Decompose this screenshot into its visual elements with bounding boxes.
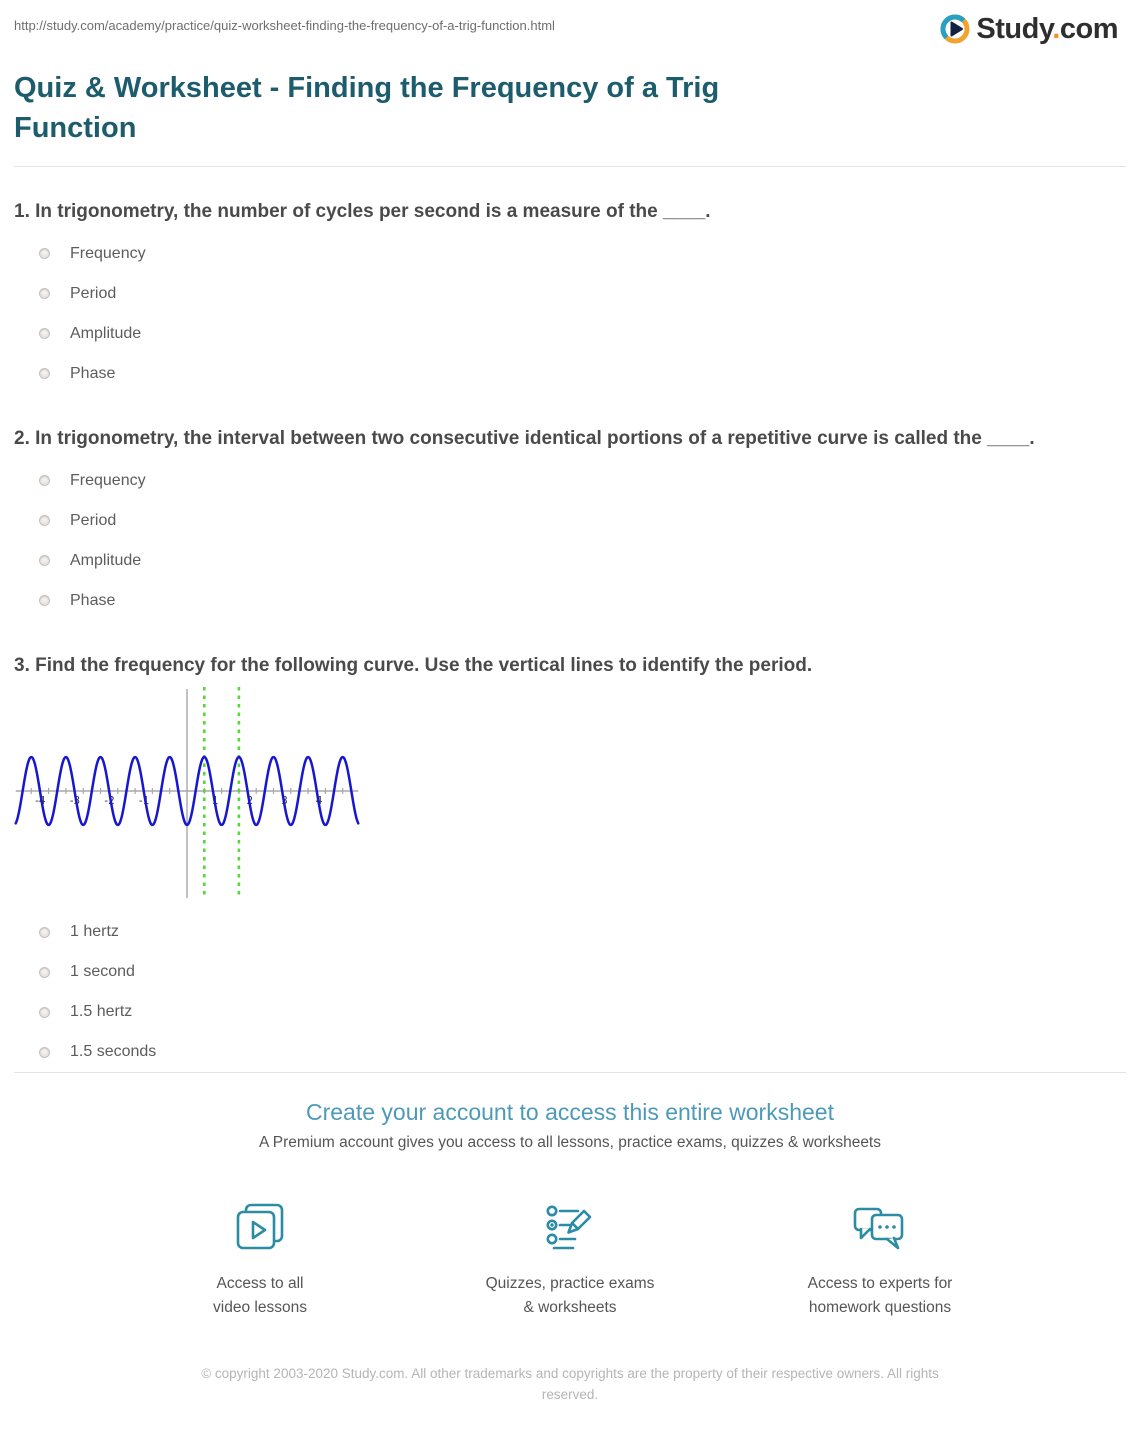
svg-text:3: 3 [281, 795, 288, 808]
option-label[interactable]: Phase [70, 364, 116, 382]
copyright-text: © copyright 2003-2020 Study.com. All other trademarks and copyrights are the property of their respective owners. All rights reserved. [201, 1365, 939, 1403]
feature-homework-experts [760, 1198, 1000, 1319]
option-label[interactable]: 1 hertz [70, 923, 119, 941]
question-3 [14, 651, 1126, 1073]
studycom-play-icon [938, 12, 972, 46]
radio-button[interactable] [39, 1007, 50, 1018]
trig-graph [14, 685, 366, 900]
question-2-text: 2. In trigonometry, the interval between two consecutive identical portions of a repetitive curve is called the ____. [14, 427, 1035, 449]
studycom-wordmark: Study.com [976, 12, 1118, 45]
radio-button[interactable] [39, 927, 50, 938]
cta-subheading: A Premium account gives you access to all lessons, practice exams, quizzes & worksheets [259, 1134, 881, 1152]
feature-label: Access to all video lessons [213, 1275, 307, 1316]
svg-text:4: 4 [315, 795, 323, 808]
svg-text:-2: -2 [104, 795, 115, 808]
option-row[interactable] [14, 314, 1126, 354]
option-label[interactable]: Period [70, 511, 117, 529]
radio-button[interactable] [39, 248, 50, 259]
feature-quizzes-worksheets [450, 1198, 690, 1319]
chat-experts-icon [760, 1198, 1000, 1260]
radio-button[interactable] [39, 555, 50, 566]
trig-graph-container [14, 685, 1126, 900]
option-label[interactable]: Frequency [70, 471, 146, 489]
radio-button[interactable] [39, 328, 50, 339]
title-divider [14, 166, 1126, 167]
option-row[interactable] [14, 234, 1126, 274]
option-label[interactable]: 1 second [70, 963, 135, 981]
svg-text:2: 2 [246, 795, 254, 808]
radio-button[interactable] [39, 475, 50, 486]
option-label[interactable]: Period [70, 284, 117, 302]
top-bar [14, 0, 1126, 46]
studycom-logo[interactable] [938, 12, 1118, 46]
option-row[interactable] [14, 354, 1126, 394]
question-2 [14, 424, 1126, 621]
option-label[interactable]: Amplitude [70, 324, 142, 342]
radio-button[interactable] [39, 288, 50, 299]
features-row [14, 1198, 1126, 1319]
option-row[interactable] [14, 501, 1126, 541]
cta-divider [14, 1072, 1126, 1073]
quiz-pencil-icon [450, 1198, 690, 1260]
video-lessons-icon [140, 1198, 380, 1260]
radio-button[interactable] [39, 595, 50, 606]
feature-label: Quizzes, practice exams & worksheets [485, 1275, 655, 1316]
option-row[interactable] [14, 581, 1126, 621]
cta-section [14, 1099, 1126, 1434]
question-1-text: 1. In trigonometry, the number of cycles per second is a measure of the ____. [14, 201, 711, 223]
radio-button[interactable] [39, 515, 50, 526]
option-label[interactable]: Frequency [70, 244, 146, 262]
option-row[interactable] [14, 541, 1126, 581]
option-row[interactable] [14, 461, 1126, 501]
svg-text:-1: -1 [138, 795, 150, 808]
option-row[interactable] [14, 952, 1126, 992]
feature-label: Access to experts for homework questions [807, 1275, 953, 1316]
option-row[interactable] [14, 274, 1126, 314]
svg-text:1: 1 [211, 795, 219, 808]
option-row[interactable] [14, 992, 1126, 1032]
feature-video-lessons [140, 1198, 380, 1319]
option-label[interactable]: 1.5 hertz [70, 1003, 133, 1021]
radio-button[interactable] [39, 1047, 50, 1058]
radio-button[interactable] [39, 368, 50, 379]
question-1 [14, 197, 1126, 394]
option-label[interactable]: Phase [70, 591, 116, 609]
svg-text:-3: -3 [69, 795, 81, 808]
option-row[interactable] [14, 912, 1126, 952]
cta-heading: Create your account to access this entire worksheet [306, 1099, 834, 1126]
question-2-options [14, 461, 1126, 621]
option-label[interactable]: 1.5 seconds [70, 1043, 157, 1061]
svg-text:-4: -4 [35, 795, 46, 808]
question-1-options [14, 234, 1126, 394]
question-3-options [14, 912, 1126, 1072]
page-title: Quiz & Worksheet - Finding the Frequency of a Trig Function [14, 72, 720, 145]
radio-button[interactable] [39, 967, 50, 978]
question-3-text: 3. Find the frequency for the following curve. Use the vertical lines to identify the period. [14, 654, 813, 676]
option-label[interactable]: Amplitude [70, 551, 142, 569]
page-url: http://study.com/academy/practice/quiz-worksheet-finding-the-frequency-of-a-trig-function.html [14, 18, 555, 33]
option-row[interactable] [14, 1032, 1126, 1072]
